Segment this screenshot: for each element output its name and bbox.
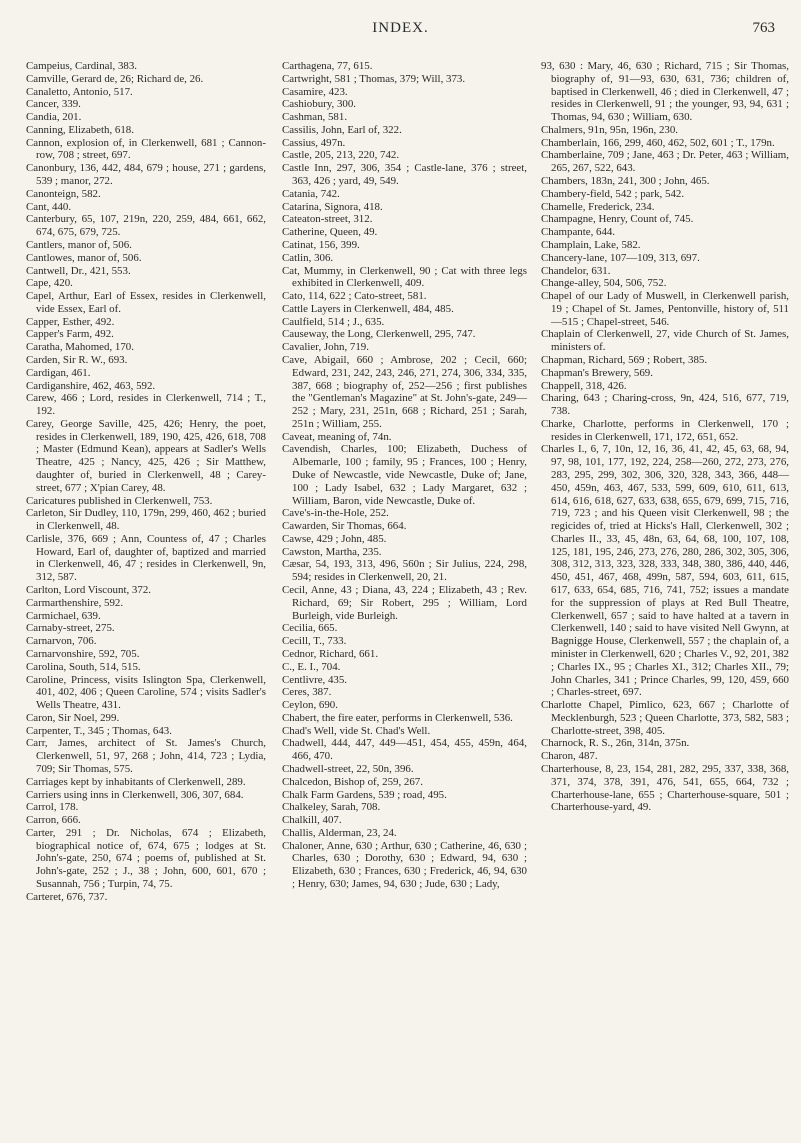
index-entry: Cant, 440. — [26, 200, 72, 213]
index-entry: Chandelor, 631. — [541, 264, 611, 277]
index-entry: Carr, James, architect of St. James's Church, Clerkenwell, 51, 97, 268 ; John, 414, 723 ; Lydia, 709; Sir Thomas, 575. — [26, 737, 266, 775]
index-entry: Caricatures published in Clerkenwell, 753. — [26, 494, 213, 507]
index-entry: Carmarthenshire, 592. — [26, 596, 124, 609]
index-entry: 93, 630 : Mary, 46, 630 ; Richard, 715 ; Sir Thomas, biography of, 91—93, 630, 631, 736; children of, baptised in Clerkenwell, 46 ; died in Clerkenwell, 47 ; resides in Clerkenwell, 91 ; the younger, 93, 94, 631 ; Thomas, 94, 630 ; William, 630. — [541, 60, 789, 124]
index-entry: Chapel of our Lady of Muswell, in Clerkenwell parish, 19 ; Chapel of St. James, Pentonville, history of, 511—515 ; Chapel-street, 546. — [541, 290, 789, 328]
index-entry: Cardiganshire, 462, 463, 592. — [26, 379, 156, 392]
index-entry: Change-alley, 504, 506, 752. — [541, 277, 667, 290]
index-entry: Cannon, explosion of, in Clerkenwell, 681 ; Cannon-row, 708 ; street, 697. — [26, 136, 266, 162]
index-entry: Chad's Well, vide St. Chad's Well. — [282, 724, 431, 737]
index-entry: Chappell, 318, 426. — [541, 379, 627, 392]
index-entry: Capper's Farm, 492. — [26, 328, 114, 341]
index-entry: Carpenter, T., 345 ; Thomas, 643. — [26, 724, 172, 737]
index-entry: Castle Inn, 297, 306, 354 ; Castle-lane, 376 ; street, 363, 426 ; yard, 49, 549. — [282, 162, 527, 188]
index-entry: Carden, Sir R. W., 693. — [26, 353, 128, 366]
index-entry: Carrol, 178. — [26, 801, 79, 814]
index-entry: Camville, Gerard de, 26; Richard de, 26. — [26, 72, 204, 85]
index-entry: Cantlers, manor of, 506. — [26, 238, 132, 251]
index-entry: Candia, 201. — [26, 111, 82, 124]
index-entry: Cecilia, 665. — [282, 622, 338, 635]
index-entry: Cavendish, Charles, 100; Elizabeth, Duchess of Albemarle, 100 ; family, 95 ; Frances, 100 ; Henry, Duke of Newcastle, vide Newcastle, Duke of; Jane, 100 ; Lady Isabel, 632 ; Lady Margaret, 632 ; William, Baron, vide Newcastle, Duke of. — [282, 443, 527, 507]
index-entry: Carthagena, 77, 615. — [282, 60, 373, 72]
index-entry: Canonteign, 582. — [26, 187, 101, 200]
index-entry: Chapman's Brewery, 569. — [541, 366, 653, 379]
index-entry: Centlivre, 435. — [282, 673, 348, 686]
index-entry: Cardigan, 461. — [26, 366, 91, 379]
index-entry: Cantwell, Dr., 421, 553. — [26, 264, 131, 277]
index-entry: Carolina, South, 514, 515. — [26, 660, 141, 673]
index-entry: Chamberlaine, 709 ; Jane, 463 ; Dr. Peter, 463 ; William, 265, 267, 522, 643. — [541, 149, 789, 175]
index-entry: Chalkill, 407. — [282, 814, 342, 827]
index-entry: Chabert, the fire eater, performs in Clerkenwell, 536. — [282, 711, 513, 724]
index-entry: Campeius, Cardinal, 383. — [26, 60, 138, 72]
index-entry: Carlisle, 376, 669 ; Ann, Countess of, 47 ; Charles Howard, Earl of, daughter of, baptized and married in Clerkenwell, 46, 47 ; resides in Clerkenwell, 9n, 312, 587. — [26, 532, 266, 584]
index-entry: Carew, 466 ; Lord, resides in Clerkenwell, 714 ; T., 192. — [26, 392, 266, 418]
index-entry: Catlin, 306. — [282, 251, 334, 264]
index-entry: Champante, 644. — [541, 226, 616, 239]
page-number: 763 — [752, 20, 775, 36]
index-entry: Canterbury, 65, 107, 219n, 220, 259, 484, 661, 662, 674, 675, 679, 725. — [26, 213, 266, 239]
index-entry: Chamberlain, 166, 299, 460, 462, 502, 601 ; T., 179n. — [541, 136, 775, 149]
index-entry: Cashman, 581. — [282, 111, 348, 124]
index-entry: Cancer, 339. — [26, 98, 81, 111]
index-entry: Carnaby-street, 275. — [26, 622, 115, 635]
index-entry: Carleton, Sir Dudley, 110, 179n, 299, 460, 462 ; buried in Clerkenwell, 48. — [26, 507, 266, 533]
index-entry: Catania, 742. — [282, 187, 340, 200]
index-entry: Challis, Alderman, 23, 24. — [282, 826, 397, 839]
index-entry: Carlton, Lord Viscount, 372. — [26, 584, 151, 597]
index-entry: Caroline, Princess, visits Islington Spa, Clerkenwell, 401, 402, 406 ; Queen Caroline, 574 ; visits Sadler's Wells Theatre, 431. — [26, 673, 266, 712]
index-entry: Casamire, 423. — [282, 85, 348, 98]
index-entry: Cat, Mummy, in Clerkenwell, 90 ; Cat with three legs exhibited in Clerkenwell, 409. — [282, 264, 527, 290]
index-entry: Charon, 487. — [541, 750, 598, 763]
index-entry: Capper, Esther, 492. — [26, 315, 115, 328]
index-entry: Catarina, Signora, 418. — [282, 200, 383, 213]
index-entry: Champagne, Henry, Count of, 745. — [541, 213, 694, 226]
index-entry: Carriers using inns in Clerkenwell, 306, 307, 684. — [26, 788, 244, 801]
index-entry: Carriages kept by inhabitants of Clerkenwell, 289. — [26, 775, 246, 788]
page-title: INDEX. — [372, 20, 429, 36]
index-entry: Canaletto, Antonio, 517. — [26, 85, 133, 98]
index-entry: Chadwell, 444, 447, 449—451, 454, 455, 459n, 464, 466, 470. — [282, 737, 527, 763]
index-entry: Carey, George Saville, 425, 426; Henry, the poet, resides in Clerkenwell, 189, 190, 425, 426, 618, 708 ; Master (Edmund Kean), appears at Sadler's Wells Theatre, 425 ; Nancy, 425, 426 ; Sir Matthew, daughter of, buried in Clerkenwell, 48 ; Carey-street, 677 ; X'pian Carey, 48. — [26, 417, 266, 494]
index-entry: Cave's-in-the-Hole, 252. — [282, 507, 389, 520]
index-entry: Cawse, 429 ; John, 485. — [282, 532, 387, 545]
index-entry: Catherine, Queen, 49. — [282, 226, 378, 239]
index-entry: Ceres, 387. — [282, 686, 332, 699]
index-entry: Caron, Sir Noel, 299. — [26, 711, 120, 724]
index-entry: Cednor, Richard, 661. — [282, 647, 379, 660]
index-entry: Capel, Arthur, Earl of Essex, resides in Clerkenwell, vide Essex, Earl of. — [26, 290, 266, 315]
index-entry: Chamelle, Frederick, 234. — [541, 200, 655, 213]
index-entry: Canonbury, 136, 442, 484, 679 ; house, 271 ; gardens, 539 ; manor, 272. — [26, 162, 266, 188]
index-entry: Cave, Abigail, 660 ; Ambrose, 202 ; Cecil, 660; Edward, 231, 242, 243, 246, 271, 274, 306, 334, 335, 387, 668 ; biography of, 252—256 ; first publishes the "Gentleman's Magazine" at St. John's-gate, 249—252 ; Mary, 231, 251n, 668 ; Richard, 251 ; Sarah, 251n ; William, 255. — [282, 353, 527, 430]
index-entry: Cassilis, John, Earl of, 322. — [282, 123, 402, 136]
index-entry: Carter, 291 ; Dr. Nicholas, 674 ; Elizabeth, biographical notice of, 674, 675 ; lodges at St. John's-gate, 250, 674 ; poems of, published at St. John's-gate, 252 ; J., 38 ; John, 600, 601, 670 ; Susannah, 756 ; Turpin, 74, 75. — [26, 826, 266, 890]
index-entry: Cæsar, 54, 193, 313, 496, 560n ; Sir Julius, 224, 298, 594; resides in Clerkenwell, 20, 21. — [282, 558, 527, 584]
index-entry: Cecil, Anne, 43 ; Diana, 43, 224 ; Elizabeth, 43 ; Rev. Richard, 69; Sir Robert, 295 ; William, Lord Burleigh, vide Burleigh. — [282, 584, 527, 622]
index-entry: Chambery-field, 542 ; park, 542. — [541, 187, 685, 200]
index-entry: Caulfield, 514 ; J., 635. — [282, 315, 385, 328]
index-entry: Cecill, T., 733. — [282, 635, 347, 648]
index-entry: Carron, 666. — [26, 814, 81, 827]
index-entry: Chaloner, Anne, 630 ; Arthur, 630 ; Catherine, 46, 630 ; Charles, 630 ; Dorothy, 630 ; Edward, 94, 630 ; Elizabeth, 630 ; Frances, 630 ; Frederick, 46, 94, 630 ; Henry, 630; James, 94, 630 ; Jude, 630 ; Lady, — [282, 839, 527, 890]
index-entry: Charke, Charlotte, performs in Clerkenwell, 170 ; resides in Clerkenwell, 171, 172, 651, 652. — [541, 417, 789, 443]
index-entry: Cateaton-street, 312. — [282, 213, 373, 226]
index-entry: Chapman, Richard, 569 ; Robert, 385. — [541, 353, 708, 366]
index-entry: Carmichael, 639. — [26, 609, 101, 622]
index-column-left — [26, 60, 266, 904]
index-entry: Cape, 420. — [26, 277, 73, 290]
index-entry: Charterhouse, 8, 23, 154, 281, 282, 295, 337, 338, 368, 371, 374, 378, 391, 476, 541, 655, 664, 732 ; Charterhouse-lane, 655 ; Charterhouse-square, 501 ; Charterhouse-yard, 49. — [541, 762, 789, 814]
index-entry: Chalcedon, Bishop of, 259, 267. — [282, 775, 423, 788]
index-entry: Chaplain of Clerkenwell, 27, vide Church of St. James, ministers of. — [541, 328, 789, 354]
index-entry: Carteret, 676, 737. — [26, 890, 108, 903]
index-entry: Champlain, Lake, 582. — [541, 238, 641, 251]
index-entry: Caveat, meaning of, 74n. — [282, 430, 392, 443]
index-entry: Chalk Farm Gardens, 539 ; road, 495. — [282, 788, 447, 801]
index-entry: Carnarvon, 706. — [26, 635, 97, 648]
index-entry: Cantlowes, manor of, 506. — [26, 251, 142, 264]
index-entry: Castle, 205, 213, 220, 742. — [282, 149, 400, 162]
index-entry: Charlotte Chapel, Pimlico, 623, 667 ; Charlotte of Mecklenburgh, 523 ; Queen Charlotte, 373, 582, 583 ; Charlotte-street, 398, 405. — [541, 699, 789, 737]
index-entry: Cashiobury, 300. — [282, 98, 357, 111]
index-entry: Catinat, 156, 399. — [282, 238, 360, 251]
index-entry: Cato, 114, 622 ; Cato-street, 581. — [282, 290, 427, 303]
index-entry: Cawarden, Sir Thomas, 664. — [282, 520, 407, 533]
index-entry: Cartwright, 581 ; Thomas, 379; Will, 373. — [282, 72, 466, 85]
index-entry: Charing, 643 ; Charing-cross, 9n, 424, 516, 677, 719, 738. — [541, 392, 789, 418]
index-entry: Chancery-lane, 107—109, 313, 697. — [541, 251, 700, 264]
index-entry: Cavalier, John, 719. — [282, 341, 369, 354]
index-column-right — [541, 60, 789, 814]
index-entry: Chalmers, 91n, 95n, 196n, 230. — [541, 123, 679, 136]
index-entry: Charnock, R. S., 26n, 314n, 375n. — [541, 737, 690, 750]
index-entry: Cattle Layers in Clerkenwell, 484, 485. — [282, 302, 454, 315]
index-entry: Causeway, the Long, Clerkenwell, 295, 747. — [282, 328, 476, 341]
index-entry: Carnarvonshire, 592, 705. — [26, 647, 140, 660]
index-entry: Caratha, Mahomed, 170. — [26, 341, 134, 354]
index-entry: Canning, Elizabeth, 618. — [26, 123, 134, 136]
page-header — [0, 20, 801, 44]
index-entry: Charles I., 6, 7, 10n, 12, 16, 36, 41, 42, 45, 63, 68, 94, 97, 98, 101, 177, 192, 224, 258—260, 272, 273, 276, 283, 295, 299, 302, 306, 320, 328, 343, 366, 448—450, 459n, 463, 467, 533, 599, 609, 610, 611, 613, 614, 616, 618, 627, 633, 638, 655, 679, 699, 715, 716, 719, 723 ; and his Queen visit Clerkenwell, 98 ; the regicides of, tried at Hicks's Hall, Clerkenwell, 302 ; Charles II., 33, 45, 48n, 63, 64, 68, 100, 107, 108, 125, 181, 195, 246, 273, 276, 280, 286, 302, 305, 306, 308, 312, 313, 323, 328, 333, 348, 380, 386, 440, 446, 450, 451, 467, 468, 499n, 587, 594, 603, 611, 615, 617, 633, 654, 685, 716, 741, 752; issues a mandate for the suppression of plays at Red Bull Theatre, Clerkenwell, 657 ; said to have halted at a tavern in Clerkenwell, 140 ; said to have visited Nell Gwynn, at Bagnigge House, Clerkenwell, 557 ; the chaplain of, a minister in Clerkenwell, 620 ; Charles V., 92, 201, 382 ; Charles IX., 95 ; Charles XI., 312; Charles XII., 79; John Charles, 341 ; Prince Charles, 99, 120, 459, 660 ; Charles-street, 697. — [541, 443, 789, 699]
index-entry: Cassius, 497n. — [282, 136, 346, 149]
index-entry: Chambers, 183n, 241, 300 ; John, 465. — [541, 175, 710, 188]
index-entry: Ceylon, 690. — [282, 699, 338, 712]
index-entry: Cawston, Martha, 235. — [282, 545, 382, 558]
index-column-middle — [282, 60, 527, 891]
index-entry: Chadwell-street, 22, 50n, 396. — [282, 762, 414, 775]
index-entry: Chalkeley, Sarah, 708. — [282, 801, 381, 814]
index-entry: C., E. I., 704. — [282, 660, 341, 673]
